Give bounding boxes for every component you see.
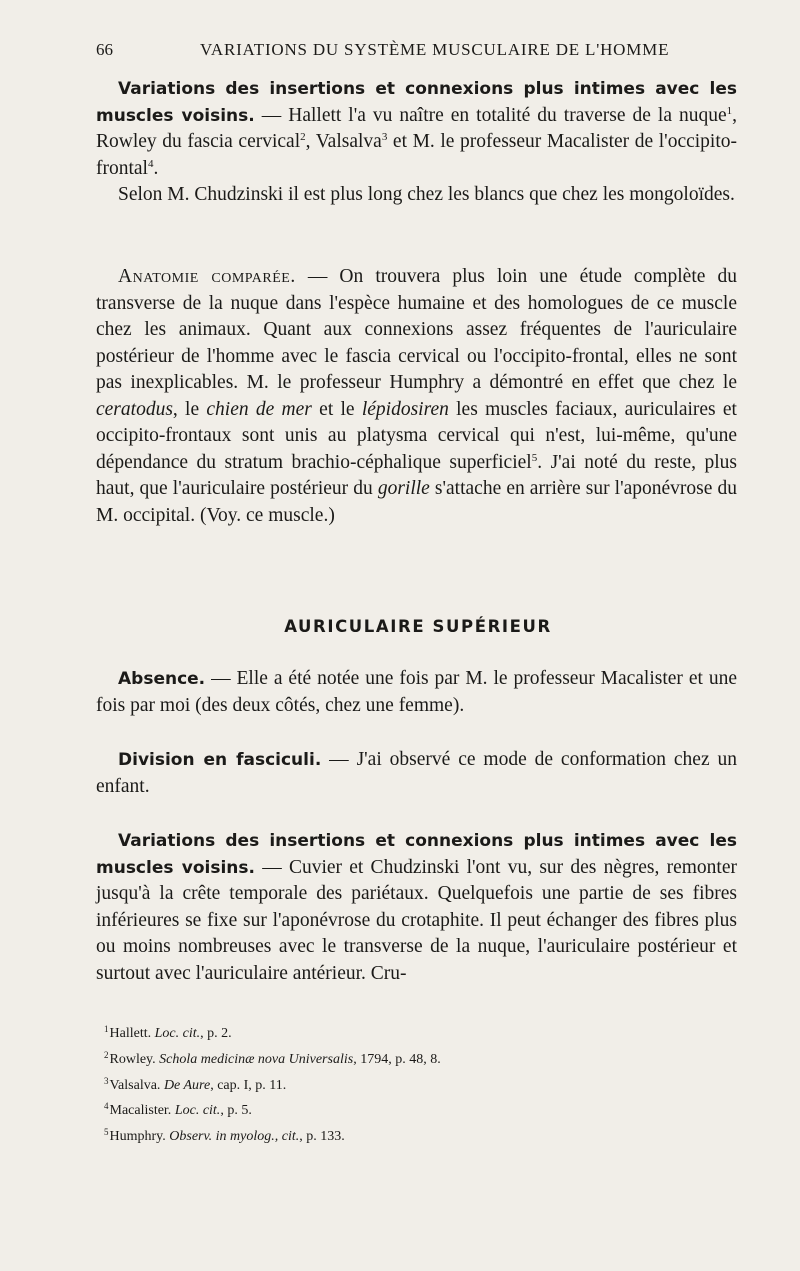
run-in-heading: Variations des insertions et connexions plus intimes avec les muscles voisins.	[96, 831, 737, 878]
page-number: 66	[96, 40, 113, 59]
section-heading: AURICULAIRE SUPÉRIEUR	[284, 617, 552, 636]
footnote-ref: 4	[147, 157, 154, 170]
footnote-ref: 2	[300, 131, 306, 143]
footnote-ref: 1	[726, 104, 733, 117]
paragraph-chudzinski: Selon M. Chudzinski il est plus long chez les blancs que chez les mongoloïdes.	[118, 184, 735, 205]
paragraph-absence: Absence. — Elle a été notée une fois par M. le professeur Macalister et une fois par moi (des deux côtés, chez une femme).	[96, 668, 737, 716]
paragraph-insertions-superior: Variations des insertions et connexions plus intimes avec les muscles voisins. — Cuvier et Chudzinski l'ont vu, sur des nègres, remonter jusqu'à la crête temporale des pariétaux. Quelquefois une partie de ses fibres inférieures se fixe sur l'aponévrose du crotaphite. Il peut échanger des fibres plus ou moins nombreuses avec le transverse de la nuque, l'auriculaire postérieur et surtout avec l'auriculaire antérieur. Cru-	[96, 831, 737, 984]
footnote-ref: 5	[531, 451, 538, 464]
footnote: $^1$Hallett. Loc. cit., p. 2.	[104, 1024, 232, 1041]
footnote-ref: 3	[381, 131, 388, 143]
paragraph-division: Division en fasciculi. — J'ai observé ce mode de conformation chez un enfant.	[96, 749, 737, 797]
footnote: $^4$Macalister. Loc. cit., p. 5.	[104, 1101, 252, 1119]
run-in-heading: Variations des insertions et connexions plus intimes avec les muscles voisins.	[96, 79, 737, 126]
footnote: $^3$Valsalva. De Aure, cap. I, p. 11.	[104, 1075, 287, 1093]
run-in-heading: Absence.	[118, 669, 206, 689]
running-head	[96, 40, 740, 66]
run-in-heading: Anatomie comparée.	[118, 266, 296, 287]
footnotes	[104, 1019, 704, 1148]
running-title: VARIATIONS DU SYSTÈME MUSCULAIRE DE L'HOMME	[200, 40, 670, 59]
footnote: $^5$Humphry. Observ. in myolog., cit., p. 133.	[104, 1127, 345, 1145]
run-in-heading: Division en fasciculi.	[118, 750, 322, 770]
paragraph-insertions-posterior: Variations des insertions et connexions plus intimes avec les muscles voisins. — Hallett l'a vu naître en totalité du traverse de la nuque$^1$, Rowley du fascia cervical$^2$, Valsalva$^3$ et M. le professeur Macalister de l'occipito-frontal$^4$. Selon M. Chudzinski il est plus long chez les blancs que chez les mongoloïdes.	[96, 76, 737, 209]
paragraph-anatomie-comparee: Anatomie comparée. — On trouvera plus loin une étude complète du transverse de la nuque dans l'espèce humaine et des homologues de ce muscle chez les animaux. Quant aux connexions assez fréquentes de l'auriculaire postérieur de l'homme avec le fascia cervical ou l'occipito-frontal, elles ne sont pas inexplicables. M. le professeur Humphry a démontré en effet que chez le ceratodus, le chien de mer et le lépidosiren les muscles faciaux, auriculaires et occipito-frontaux sont unis au platysma cervical qui n'est, lui-même, qu'une dépendance du stratum brachio-céphalique superficiel$^5$. J'ai noté du reste, plus haut, que l'auriculaire postérieur du gorille s'attache en arrière sur l'aponévrose du M. occipital. (Voy. ce muscle.)	[96, 266, 738, 526]
footnote: $^2$Rowley. Schola medicinæ nova Universalis, 1794, p. 48, 8.	[104, 1049, 441, 1067]
